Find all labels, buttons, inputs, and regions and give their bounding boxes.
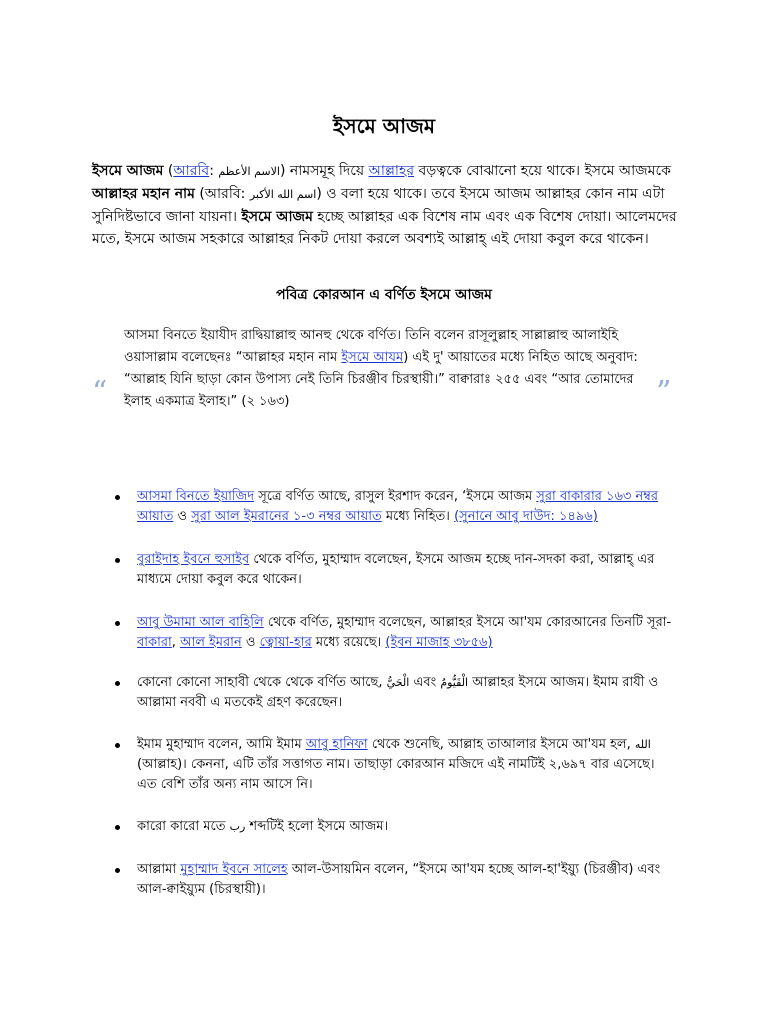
list-text: শব্দটিই হলো ইসমে আজম। bbox=[245, 819, 389, 834]
bullet-icon bbox=[115, 825, 120, 830]
intro-text: বড়ত্বকে বোঝানো হয়ে থাকে। ইসমে আজমকে bbox=[414, 163, 671, 179]
ibn-majah-link[interactable]: (ইবন মাজাহ ৩৮৫৬) bbox=[385, 635, 493, 650]
section-heading: পবিত্র কোরআন এ বর্ণিত ইসমে আজম bbox=[276, 287, 492, 303]
list-text: ও bbox=[173, 509, 192, 524]
arabic-term: الْحَيُّ bbox=[386, 676, 410, 689]
list-text: আল্লাহর ইসমে আজম। ইমাম রাযী ও আল্লামা নববী এ মতকেই গ্রহণ করেছেন। bbox=[137, 675, 659, 710]
ibn-uthaymin-link[interactable]: মুহাম্মাদ ইবনে সালেহ bbox=[180, 862, 288, 877]
allah-link[interactable]: আল্লাহর bbox=[368, 163, 415, 179]
taha-link[interactable]: ত্বোয়া-হার bbox=[259, 635, 312, 650]
list-text: কোনো কোনো সাহাবী থেকে থেকে বর্ণিত আছে, bbox=[137, 675, 387, 690]
intro-bold-term: আল্লাহর মহান নাম bbox=[92, 186, 195, 202]
quote-text: আসমা বিনতে ইয়াযীদ রাদ্বিয়াল্লাহু আনহু থেকে বর্ণিত। তিনি বলেন রাসূলুল্লাহ সাল্লাল্লাহু আলাইহি ওয়াসাল্লাম বলেছেনঃ “আল্লাহর মহান নাম bbox=[124, 328, 619, 365]
list-text: আল-উসায়মিন বলেন, “ইসমে আ'যম হচ্ছে আল-হা'ইয়্যু (চিরঞ্জীব) এবং আল-ক্বাইয়্যুম (চিরস্থায়ী)। bbox=[137, 862, 661, 897]
surah-baqarah-verse-link[interactable]: সুরা বাকারার ১৬৩ নম্বর আয়াত bbox=[137, 489, 659, 524]
intro-text: ( bbox=[163, 163, 174, 179]
list-text: মধ্যে রয়েছে। bbox=[311, 635, 386, 650]
arabic-term: الْقَيُّومُ bbox=[440, 676, 469, 689]
bullet-list bbox=[113, 487, 673, 900]
sunan-abu-dawud-link[interactable]: (সুনানে আবু দাউদ: ১৪৯৬) bbox=[454, 509, 598, 524]
list-item bbox=[113, 613, 673, 653]
intro-text: ) ও বলা হয়ে থাকে। তবে ইসমে আজম আল্লাহর কোন নাম এটা সুনিদিষ্টভাবে জানা যায়না। bbox=[92, 186, 665, 225]
arabic-term: رب bbox=[229, 820, 246, 833]
bullet-icon bbox=[115, 558, 120, 563]
bullet-icon bbox=[115, 621, 120, 626]
intro-bold-term: ইসমে আজম bbox=[241, 209, 313, 225]
surah-al-imran-verse-link[interactable]: সুরা আল ইমরানের ১-৩ নম্বর আয়াত bbox=[191, 509, 382, 524]
bullet-icon bbox=[115, 681, 120, 686]
list-item bbox=[113, 487, 673, 527]
list-text: থেকে বর্ণিত, মুহাম্মাদ বলেছেন, ইসমে আজম হচ্ছে দান-সদকা করা, আল্লাহ্ এর মাধ্যমে দোয়া কবুল করে থাকেন। bbox=[137, 552, 655, 587]
list-text: মধ্যে নিহিত। bbox=[381, 509, 455, 524]
arabic-term: اسم الله الأكبر bbox=[249, 188, 317, 201]
arabic-term: الله bbox=[634, 738, 651, 751]
intro-text: ) নামসমূহ দিয়ে bbox=[279, 163, 369, 179]
intro-bold-term: ইসমে আজম bbox=[92, 163, 164, 179]
arabic-term: الاسم الأعظم bbox=[218, 165, 280, 178]
abu-hanifa-link[interactable]: আবু হানিফা bbox=[305, 737, 368, 752]
asma-bint-yazid-link[interactable]: আসমা বিনতে ইয়াজিদ bbox=[137, 489, 255, 504]
page-title: ইসমে আজম bbox=[332, 114, 436, 138]
list-text: কারো কারো মতে bbox=[137, 819, 230, 834]
isme-azam-link[interactable]: ইসমে আযম bbox=[341, 350, 404, 365]
close-quote-icon: ” bbox=[656, 375, 672, 410]
list-text: (আল্লাহ)। কেননা, এটি তাঁর সত্তাগত নাম। তাছাড়া কোরআন মজিদে এই নামটিই ২,৬৯৭ বার এসেছে। এত বেশি তাঁর অন্য নাম আসে নি। bbox=[137, 757, 655, 792]
baqarah-link[interactable]: বাকারা bbox=[137, 635, 172, 650]
open-quote-icon: “ bbox=[92, 375, 108, 410]
blockquote bbox=[124, 325, 644, 413]
list-text: , bbox=[171, 635, 181, 650]
intro-text: (আরবি: bbox=[194, 186, 250, 202]
list-text: সূত্রে বর্ণিত আছে, রাসুল ইরশাদ করেন, ‘ইসমে আজম bbox=[254, 489, 537, 504]
intro-text: হচ্ছে আল্লাহর এক বিশেষ নাম এবং এক বিশেষ দোয়া। আলেমদের মতে, ইসমে আজম সহকারে আল্লাহর নিকট দোয়া করলে অবশ্যই আল্লাহ্ এই দোয়া কবুল করে থাকেন। bbox=[92, 209, 677, 247]
list-text: থেকে শুনেছি, আল্লাহ তাআলার ইসমে আ'যম হল, bbox=[367, 737, 635, 752]
al-imran-link[interactable]: আল ইমরান bbox=[180, 635, 242, 650]
bullet-icon bbox=[115, 495, 120, 500]
list-text: ইমাম মুহাম্মাদ বলেন, আমি ইমাম bbox=[137, 737, 306, 752]
list-text: এবং bbox=[409, 675, 441, 690]
list-text: আল্লামা bbox=[137, 862, 181, 877]
list-text: ও bbox=[241, 635, 260, 650]
intro-text: : bbox=[209, 163, 219, 179]
list-item bbox=[113, 817, 673, 837]
quote-text: ) এই দু' আয়াতের মধ্যে নিহিত আছে অনুবাদ: “আল্লাহ যিনি ছাড়া কোন উপাস্য নেই তিনি চিরঞ্জীব চিরস্থায়ী।” বাক্বারাঃ ২৫৫ এবং “আর তোমাদের ইলাহ একমাত্র ইলাহ।” (২ ১৬৩) bbox=[124, 350, 638, 409]
abu-umama-link[interactable]: আবু উমামা আল বাহিলি bbox=[137, 615, 264, 630]
list-item bbox=[113, 860, 673, 900]
intro-paragraph bbox=[92, 160, 682, 250]
list-item bbox=[113, 735, 673, 795]
bullet-icon bbox=[115, 743, 120, 748]
buraidah-link[interactable]: বুরাইদাহ ইবনে হুসাইব bbox=[137, 552, 250, 567]
list-text: থেকে বর্ণিত, মুহাম্মাদ বলেছেন, আল্লাহর ইসমে আ'যম কোরআনের তিনটি সূরা- bbox=[263, 615, 672, 630]
list-item bbox=[113, 550, 673, 590]
bullet-icon bbox=[115, 868, 120, 873]
list-item bbox=[113, 673, 673, 713]
arabic-language-link[interactable]: আরবি bbox=[173, 163, 210, 179]
